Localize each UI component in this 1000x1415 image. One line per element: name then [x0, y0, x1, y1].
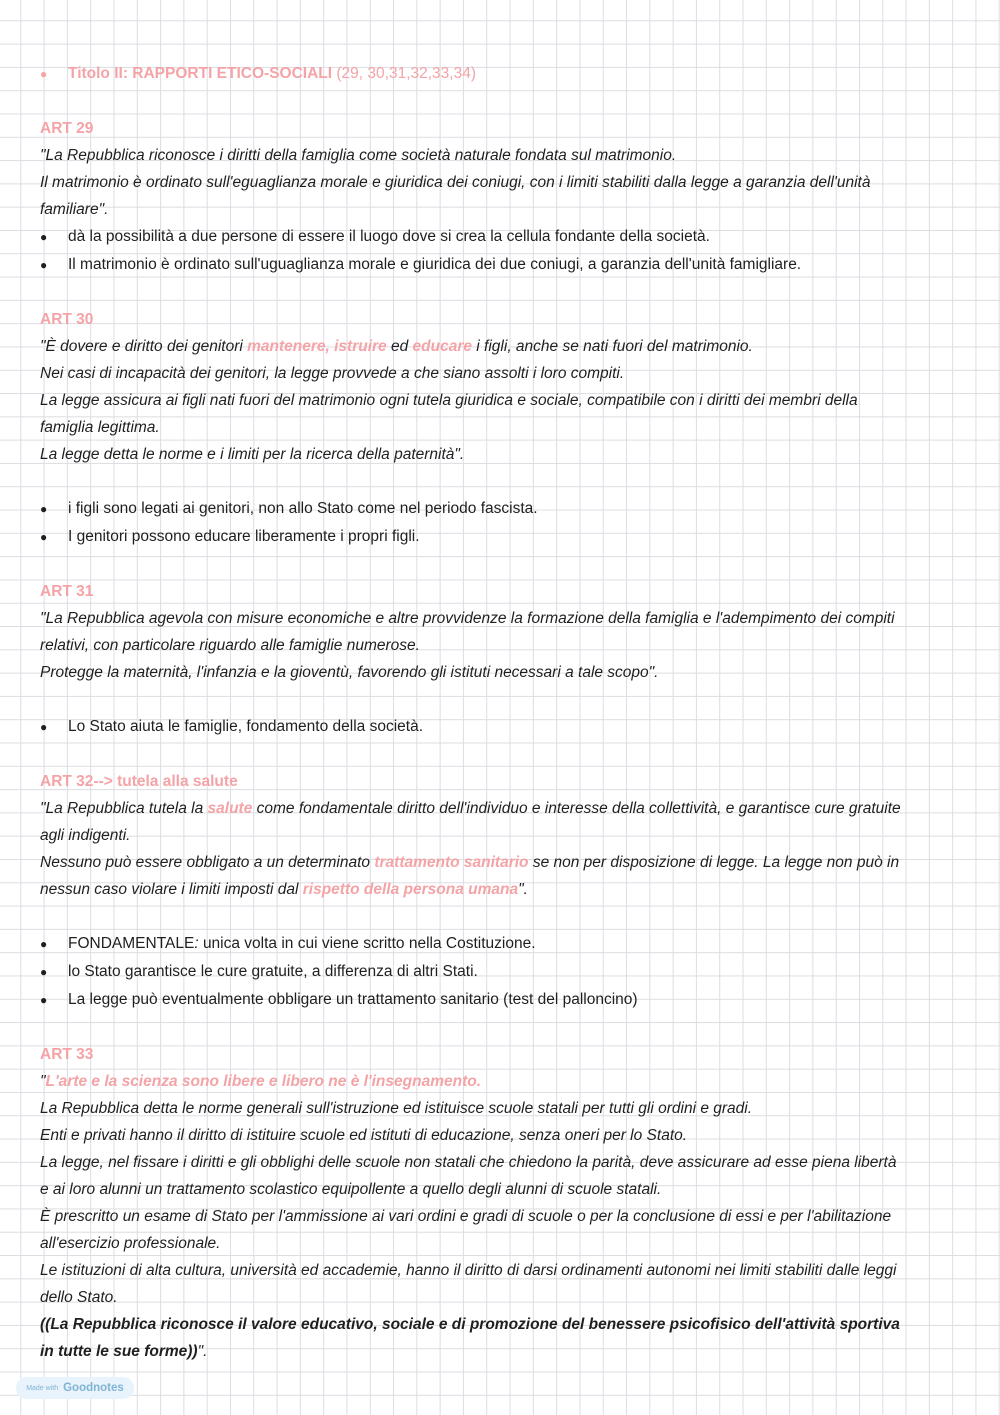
art29-text-line: familiare". — [40, 201, 109, 218]
bullet-icon: ● — [40, 720, 48, 734]
art33-text-line — [40, 1068, 965, 1095]
text-span: se non per disposizione di legge. La legge non può in — [528, 854, 900, 871]
art29-text-line: "La Repubblica riconosce i diritti della famiglia come società naturale fondata sul matrimonio. — [40, 147, 677, 164]
art30-text-line — [40, 333, 965, 360]
text-span: " — [40, 1073, 46, 1090]
bullet-text: Il matrimonio è ordinato sull'uguaglianza morale e giuridica dei due coniugi, a garanzia dell'unità famigliare. — [68, 256, 802, 273]
highlight-text: rispetto della persona umana — [302, 881, 519, 898]
art31-text-line: relativi, con particolare riguardo alle famiglie numerose. — [40, 637, 420, 654]
bullet-icon: ● — [40, 230, 48, 244]
title-text — [68, 60, 476, 87]
art33-text-line: La Repubblica detta le norme generali sull'istruzione ed istituisce scuole statali per tutti gli ordini e gradi. — [40, 1100, 753, 1117]
art29-bullet — [40, 223, 965, 251]
art30-text-line: La legge assicura ai figli nati fuori del matrimonio ogni tutela giuridica e sociale, compatibile con i diritti dei membri della — [40, 392, 858, 409]
bullet-text: Lo Stato aiuta le famiglie, fondamento della società. — [68, 718, 424, 735]
text-span: : — [194, 935, 203, 952]
made-with-goodnotes-badge — [16, 1377, 134, 1399]
made-with-label: Made with — [26, 1384, 59, 1392]
art33-text-line: e ai loro alunni un trattamento scolastico equipollente a quello degli alunni di scuole statali. — [40, 1181, 662, 1198]
art31-bullet — [40, 713, 965, 741]
text-span: Nessuno può essere obbligato a un determinato — [40, 854, 375, 871]
art33-text-line: La legge, nel fissare i diritti e gli obblighi delle scuole non statali che chiedono la parità, deve assicurare ad esse piena libertà — [40, 1154, 897, 1171]
art30-bullet — [40, 523, 965, 551]
art32-text-line — [40, 795, 965, 822]
bullet-icon: ● — [40, 67, 48, 81]
text-span: unica volta in cui viene scritto nella Costituzione. — [202, 935, 536, 952]
bullet-icon: ● — [40, 937, 48, 951]
bullet-icon: ● — [40, 258, 48, 272]
art29-heading: ART 29 — [40, 120, 94, 137]
highlight-text: trattamento sanitario — [374, 854, 529, 871]
title-bullet — [40, 60, 965, 88]
art33-text-line: È prescritto un esame di Stato per l'ammissione ai vari ordini e gradi di scuole o per la conclusione di essi e per l'abilitazione — [40, 1208, 892, 1225]
bullet-text: lo Stato garantisce le cure gratuite, a differenza di altri Stati. — [68, 963, 478, 980]
note-page — [40, 60, 965, 1365]
text-span: i figli, anche se nati fuori del matrimonio. — [472, 338, 753, 355]
bullet-icon: ● — [40, 993, 48, 1007]
art30-text-line: La legge detta le norme e i limiti per la ricerca della paternità". — [40, 446, 465, 463]
art29-text-line: Il matrimonio è ordinato sull'eguaglianza morale e giuridica dei coniugi, con i limiti stabiliti dalla legge a garanzia dell'unità — [40, 174, 871, 191]
art33-text-line: Le istituzioni di alta cultura, università ed accademie, hanno il diritto di darsi ordinamenti autonomi nei limiti stabiliti dalle leggi — [40, 1262, 897, 1279]
highlight-text: educare — [412, 338, 472, 355]
art33-text-line: ((La Repubblica riconosce il valore educativo, sociale e di promozione del benessere psicofisico dell'attività sportiva — [40, 1316, 900, 1333]
text-span: ". — [197, 1343, 208, 1360]
highlight-text: mantenere, istruire — [247, 338, 387, 355]
art31-text-line: Protegge la maternità, l'infanzia e la gioventù, favorendo gli istituti necessari a tale scopo". — [40, 664, 659, 681]
text-span: ". — [518, 881, 528, 898]
art30-text-line: famiglia legittima. — [40, 419, 160, 436]
highlight-text: salute — [207, 800, 253, 817]
bullet-text: dà la possibilità a due persone di essere il luogo dove si crea la cellula fondante della società. — [68, 228, 710, 245]
art32-bullet — [40, 986, 965, 1014]
title-article-numbers: (29, 30,31,32,33,34) — [332, 65, 476, 82]
text-span: ed — [386, 338, 413, 355]
art29-bullet — [40, 251, 965, 279]
art32-text-line — [40, 876, 965, 903]
bullet-icon: ● — [40, 965, 48, 979]
bullet-icon: ● — [40, 502, 48, 516]
highlight-text: L'arte e la scienza sono libere e libero ne è l'insegnamento. — [45, 1073, 481, 1090]
bullet-text: La legge può eventualmente obbligare un trattamento sanitario (test del palloncino) — [68, 991, 638, 1008]
art32-text-line — [40, 849, 965, 876]
art32-heading: ART 32--> tutela alla salute — [40, 773, 238, 790]
art31-heading: ART 31 — [40, 583, 94, 600]
art32-bullet — [40, 930, 965, 958]
text-span: "La Repubblica tutela la — [40, 800, 208, 817]
bullet-text: i figli sono legati ai genitori, non allo Stato come nel periodo fascista. — [68, 500, 538, 517]
art30-text-line: Nei casi di incapacità dei genitori, la legge provvede a che siano assolti i loro compiti. — [40, 365, 625, 382]
text-span: "È dovere e diritto dei genitori — [40, 338, 248, 355]
art33-text-line: dello Stato. — [40, 1289, 118, 1306]
text-span: nessun caso violare i limiti imposti dal — [40, 881, 303, 898]
art30-bullet — [40, 495, 965, 523]
art32-bullet — [40, 958, 965, 986]
art33-text-line: all'esercizio professionale. — [40, 1235, 221, 1252]
goodnotes-logo: Goodnotes — [63, 1382, 124, 1394]
art30-heading: ART 30 — [40, 311, 94, 328]
art31-text-line: "La Repubblica agevola con misure economiche e altre provvidenze la formazione della famiglia e l'adempimento dei compiti — [40, 610, 895, 627]
title-heading: Titolo II: RAPPORTI ETICO-SOCIALI — [68, 65, 333, 82]
art33-heading: ART 33 — [40, 1046, 94, 1063]
bullet-text — [68, 930, 536, 957]
bullet-text: I genitori possono educare liberamente i propri figli. — [68, 528, 420, 545]
art33-text-line: Enti e privati hanno il diritto di istituire scuole ed istituti di educazione, senza oneri per lo Stato. — [40, 1127, 688, 1144]
art32-text-line: agli indigenti. — [40, 827, 131, 844]
text-span: come fondamentale diritto dell'individuo e interesse della collettività, e garantisce cure gratuite — [252, 800, 901, 817]
art33-text-line — [40, 1338, 965, 1365]
text-span: in tutte le sue forme)) — [40, 1343, 198, 1360]
text-span: FONDAMENTALE — [68, 935, 195, 952]
bullet-icon: ● — [40, 530, 48, 544]
